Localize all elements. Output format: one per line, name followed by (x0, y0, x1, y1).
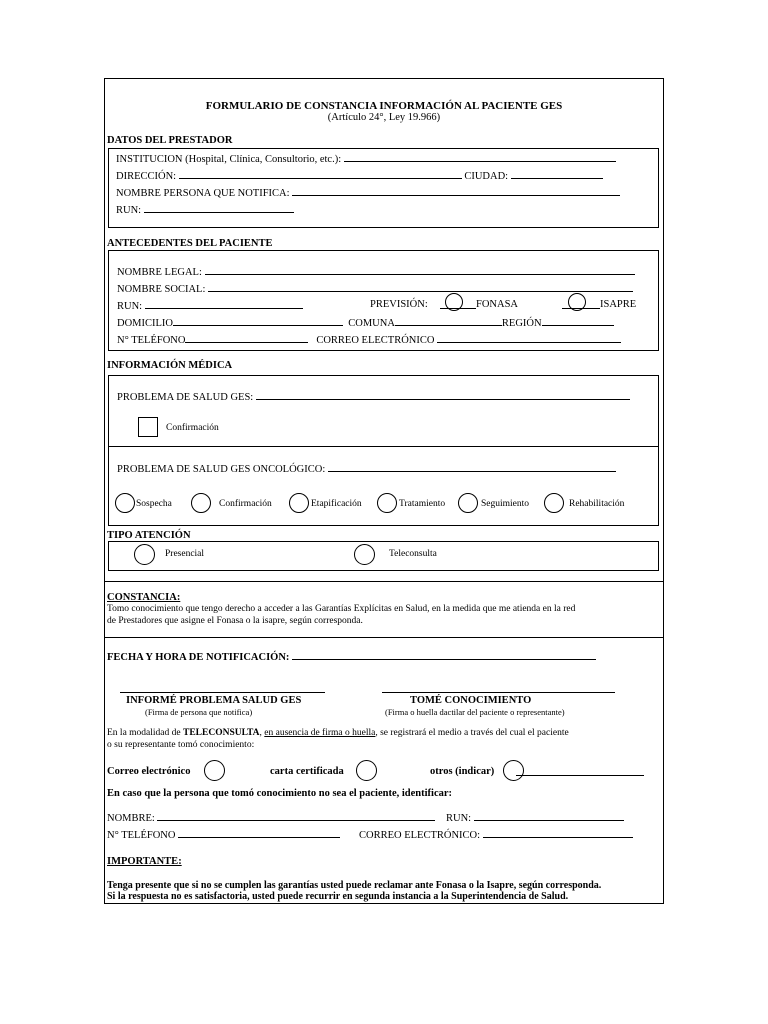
carta-option-label: carta certificada (270, 766, 344, 777)
otros-option-label: otros (indicar) (430, 766, 495, 777)
rehabilitacion-radio[interactable] (544, 493, 564, 513)
nombre-representante-label: NOMBRE: (107, 813, 155, 824)
fonasa-radio[interactable] (445, 293, 463, 311)
etapificacion-radio[interactable] (289, 493, 309, 513)
tome-label: TOMÉ CONOCIMIENTO (410, 695, 532, 706)
teleconsulta-bold: TELECONSULTA (182, 728, 260, 738)
seguimiento-label: Seguimiento (481, 499, 530, 509)
presencial-label: Presencial (165, 549, 205, 559)
domicilio-label: DOMICILIO (117, 318, 173, 329)
importante-title: IMPORTANTE: (107, 856, 182, 867)
section-prestador: DATOS DEL PRESTADOR (107, 135, 233, 146)
correo-representante-label: CORREO ELECTRÓNICO: (359, 830, 481, 841)
section-medica: INFORMACIÓN MÉDICA (107, 360, 233, 371)
correo-option-radio[interactable] (204, 760, 225, 781)
institucion-label: INSTITUCION (Hospital, Clínica, Consultorio, etc.): (116, 154, 342, 165)
form-title: FORMULARIO DE CONSTANCIA INFORMACIÓN AL PACIENTE GES (205, 100, 563, 112)
confirmacion-onco-label: Confirmación (219, 499, 272, 509)
teleconsulta-radio[interactable] (354, 544, 375, 565)
constancia-line2: de Prestadores que asigne el Fonasa o la isapre, según corresponda. (107, 616, 363, 626)
confirmacion-checkbox[interactable] (138, 417, 158, 437)
correo-paciente-label: CORREO ELECTRÓNICO (316, 335, 435, 346)
section-paciente: ANTECEDENTES DEL PACIENTE (107, 238, 273, 249)
seguimiento-radio[interactable] (458, 493, 478, 513)
field-telefono-paciente[interactable] (117, 333, 621, 346)
otros-input-line[interactable] (516, 766, 644, 776)
teleconsulta-text: En la modalidad de TELECONSULTA, en ausencia de firma o huella, se registrará el medio a través del cual el paciente (107, 728, 569, 738)
nombre-legal-label: NOMBRE LEGAL: (117, 267, 202, 278)
informe-label: INFORMÉ PROBLEMA SALUD GES (126, 695, 302, 706)
constancia-top-line (104, 581, 664, 582)
field-run-paciente[interactable] (117, 299, 303, 312)
rehabilitacion-label: Rehabilitación (569, 499, 625, 509)
constancia-title: CONSTANCIA: (107, 592, 181, 603)
teleconsulta-text-line2: o su representante tomó conocimiento: (107, 740, 255, 750)
isapre-radio[interactable] (568, 293, 586, 311)
confirmacion-onco-radio[interactable] (191, 493, 211, 513)
problema-ges-label: PROBLEMA DE SALUD GES: (117, 392, 254, 403)
field-run-prestador[interactable] (116, 203, 294, 216)
firma-notifica-line[interactable] (120, 692, 325, 693)
form-subtitle: (Artículo 24°, Ley 19.966) (327, 112, 441, 123)
correo-option-label: Correo electrónico (107, 766, 191, 777)
ausencia-firma: en ausencia de firma o huella (264, 728, 376, 738)
nombre-social-label: NOMBRE SOCIAL: (117, 284, 206, 295)
field-nombre-notifica[interactable] (116, 186, 620, 199)
telefono-representante-label: N° TELÉFONO (107, 830, 176, 841)
medica-divider (108, 446, 659, 447)
tratamiento-label: Tratamiento (399, 499, 446, 509)
confirmacion-label: Confirmación (166, 423, 219, 433)
run-prestador-label: RUN: (116, 205, 142, 216)
ciudad-label: CIUDAD: (464, 171, 509, 182)
teleconsulta-label: Teleconsulta (389, 549, 437, 559)
carta-option-radio[interactable] (356, 760, 377, 781)
isapre-label: ISAPRE (600, 299, 637, 310)
tratamiento-radio[interactable] (377, 493, 397, 513)
informe-sub: (Firma de persona que notifica) (145, 707, 253, 717)
firma-paciente-line[interactable] (382, 692, 615, 693)
field-fecha-hora[interactable] (107, 650, 596, 663)
field-domicilio[interactable] (117, 316, 614, 329)
importante-line1: Tenga presente que si no se cumplen las garantías usted puede reclamar ante Fonasa o la Isapre, según corresponda. (107, 880, 602, 891)
problema-onco-label: PROBLEMA DE SALUD GES ONCOLÓGICO: (117, 464, 326, 475)
caso-text: En caso que la persona que tomó conocimiento no sea el paciente, identificar: (107, 788, 453, 799)
run-paciente-label: RUN: (117, 301, 143, 312)
field-telefono-representante[interactable] (107, 828, 340, 841)
etapificacion-label: Etapificación (311, 499, 362, 509)
prevision-label: PREVISIÓN: (370, 299, 428, 310)
importante-line2: Si la respuesta no es satisfactoria, usted puede recurrir en segunda instancia a la Superintendencia de Salud. (107, 891, 569, 902)
field-problema-onco[interactable] (117, 462, 616, 475)
field-run-representante[interactable] (446, 811, 624, 824)
field-nombre-representante[interactable] (107, 811, 435, 824)
fecha-hora-label: FECHA Y HORA DE NOTIFICACIÓN: (107, 652, 290, 663)
telefono-paciente-label: N° TELÉFONO (117, 335, 186, 346)
direccion-label: DIRECCIÓN: (116, 171, 177, 182)
field-institucion[interactable] (116, 152, 616, 165)
region-label: REGIÓN (501, 318, 542, 329)
presencial-radio[interactable] (134, 544, 155, 565)
nombre-notifica-label: NOMBRE PERSONA QUE NOTIFICA: (116, 188, 290, 199)
field-direccion[interactable] (116, 169, 603, 182)
constancia-line1: Tomo conocimiento que tengo derecho a acceder a las Garantías Explícitas en Salud, en la medida que me atienda en la red (107, 604, 576, 614)
fonasa-label: FONASA (476, 299, 519, 310)
field-correo-representante[interactable] (359, 828, 633, 841)
field-nombre-legal[interactable] (117, 265, 635, 278)
constancia-bottom-line (104, 637, 664, 638)
field-problema-ges[interactable] (117, 390, 630, 403)
section-atencion: TIPO ATENCIÓN (107, 530, 191, 541)
sospecha-label: Sospecha (136, 499, 172, 509)
run-representante-label: RUN: (446, 813, 472, 824)
comuna-label: COMUNA (348, 318, 395, 329)
tome-sub: (Firma o huella dactilar del paciente o representante) (385, 707, 565, 717)
sospecha-radio[interactable] (115, 493, 135, 513)
field-nombre-social[interactable] (117, 282, 633, 295)
